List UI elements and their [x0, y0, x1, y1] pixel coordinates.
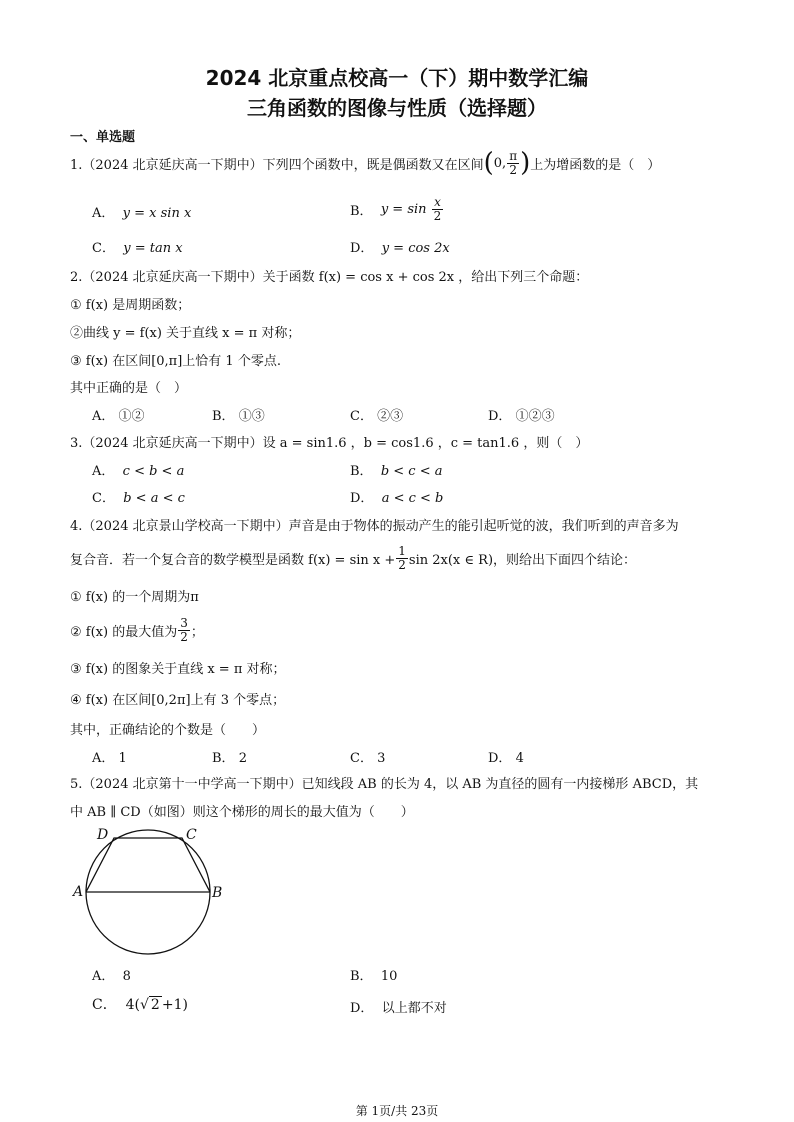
q1-interval-fraction: $\frac{\pi}{2}$ — [509, 148, 518, 177]
q4-ask: 其中，正确结论的个数是（ ） — [70, 723, 266, 738]
q2-proposition-1: ① f(x) 是周期函数； — [70, 298, 191, 313]
trapezoid-in-circle-diagram — [70, 826, 240, 956]
question-4-stem-line1: 4.（2024 北京景山学校高一下期中）声音是由于物体的振动产生的能引起听觉的波，我们听到的声音多为 — [70, 519, 679, 534]
page-subtitle: 三角函数的图像与性质（选择题） — [247, 96, 547, 120]
label-d: D — [97, 827, 109, 843]
q4-option-b: B． 2 — [212, 751, 247, 766]
q1-option-b: B． y = sin $\frac{x}{2}$ — [350, 195, 442, 223]
q3-option-b: B． b < c < a — [350, 464, 443, 479]
label-a: A — [73, 884, 84, 900]
label-c: C — [186, 827, 197, 843]
question-1-stem — [70, 146, 660, 180]
q1-text-a: 1.（2024 北京延庆高一下期中）下列四个函数中，既是偶函数又在区间 — [70, 157, 484, 173]
q4-conclusion-4: ④ f(x) 在区间[0,2π]上有 3 个零点； — [70, 693, 286, 708]
q2-ask: 其中正确的是（ ） — [70, 381, 188, 396]
question-3-stem: 3.（2024 北京延庆高一下期中）设 a = sin1.6 ，b = cos1.6 ，c = tan1.6 ，则（ ） — [70, 436, 589, 451]
question-5-stem-line1: 5.（2024 北京第十一中学高一下期中）已知线段 AB 的长为 4，以 AB 为直径的圆有一内接梯形 ABCD，其 — [70, 777, 699, 792]
label-b: B — [212, 885, 223, 901]
page-footer: 第 1页/共 23页 — [355, 1104, 439, 1118]
q5-option-b: B． 10 — [350, 969, 398, 984]
q3-option-c: C． b < a < c — [92, 491, 185, 506]
q2-proposition-2: ②曲线 y = f(x) 关于直线 x = π 对称； — [70, 326, 301, 341]
q4-option-a: A． 1 — [92, 751, 127, 766]
section-heading: 一、单选题 — [70, 130, 136, 145]
trapezoid-sides — [86, 838, 210, 892]
q1-option-d: D． y = cos 2x — [350, 241, 450, 256]
q4-conclusion-1: ① f(x) 的一个周期为π — [70, 590, 199, 605]
q4-option-d: D． 4 — [488, 751, 524, 766]
q4-fraction-half: $\frac{1}{2}$ — [398, 543, 406, 572]
q3-option-d: D． a < c < b — [350, 491, 444, 506]
q4-fraction-three-halves: $\frac{3}{2}$ — [180, 615, 188, 644]
q4-conclusion-3: ③ f(x) 的图象关于直线 x = π 对称； — [70, 662, 286, 677]
q2-option-b: B． ①③ — [212, 409, 265, 424]
question-4-stem-line2: 复合音．若一个复合音的数学模型是函数 f(x) = sin x + $\frac{1}{2}$ sin 2x(x ∈ R)，则给出下面四个结论： — [70, 543, 637, 572]
q4-conclusion-2: ② f(x) 的最大值为 $\frac{3}{2}$ ； — [70, 615, 204, 644]
q1-option-c: C． y = tan x — [92, 241, 183, 256]
q5-option-a: A． 8 — [92, 969, 131, 984]
q2-option-a: A． ①② — [92, 409, 145, 424]
q2-option-d: D． ①②③ — [488, 409, 555, 424]
q5-option-c: C． 4(√ 2 +1) — [92, 997, 188, 1013]
q3-option-a: A． c < b < a — [92, 464, 185, 479]
page-title: 2024 北京重点校高一（下）期中数学汇编 — [205, 66, 589, 90]
q1-interval: ( 0, $\frac{\pi}{2}$ ) — [483, 148, 531, 178]
question-5-stem-line2: 中 AB ∥ CD（如图）则这个梯形的周长的最大值为（ ） — [70, 805, 414, 820]
q1-text-b: 上为增函数的是（ ） — [530, 157, 661, 173]
q4-option-c: C． 3 — [350, 751, 386, 766]
q1-option-a: A． y = x sin x — [92, 206, 192, 221]
q2-proposition-3: ③ f(x) 在区间[0,π]上恰有 1 个零点. — [70, 354, 281, 369]
q2-option-c: C． ②③ — [350, 409, 404, 424]
question-2-stem: 2.（2024 北京延庆高一下期中）关于函数 f(x) = cos x + cos 2x ，给出下列三个命题： — [70, 270, 589, 285]
q5-option-d: D． 以上都不对 — [350, 1001, 447, 1016]
